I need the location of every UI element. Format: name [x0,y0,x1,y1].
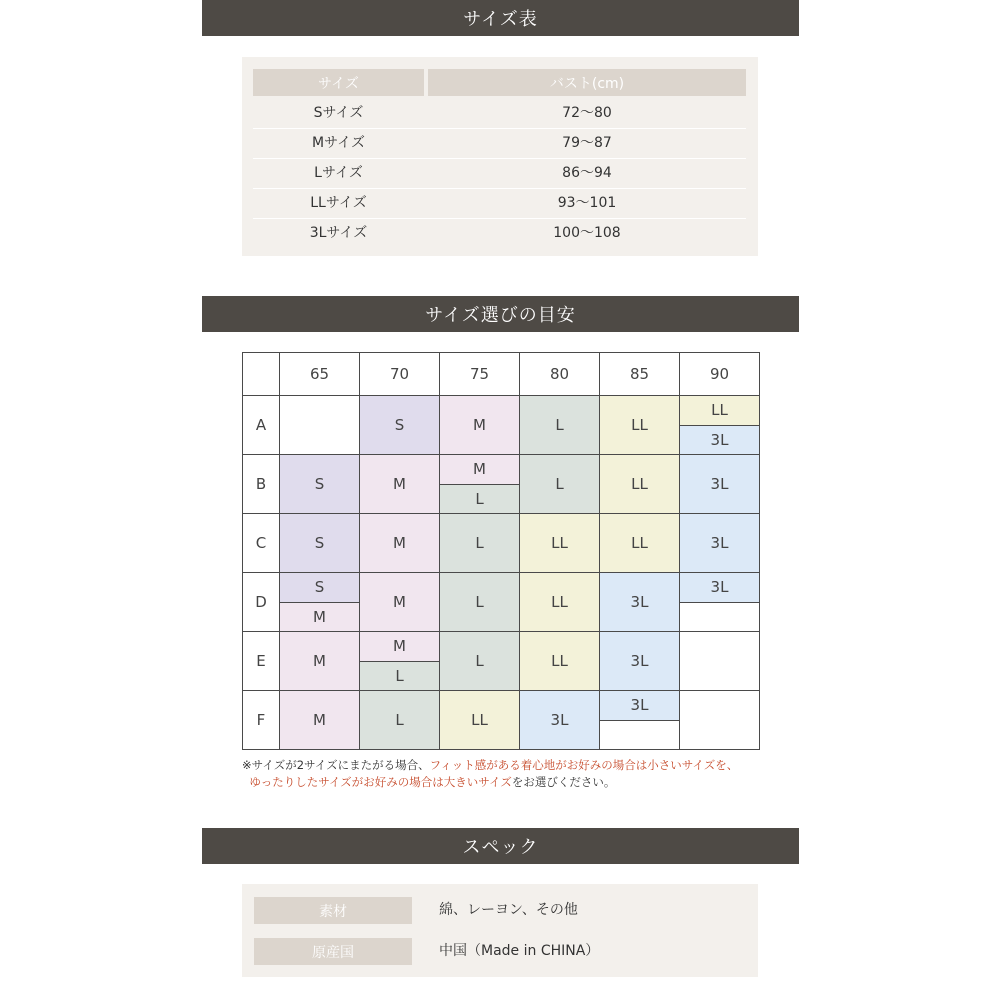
size-name: Mサイズ [312,135,365,151]
band-size-header: 70 [360,353,440,396]
size-guide-grid [242,352,760,750]
size-value: 3L [680,455,759,513]
size-cell [520,632,600,691]
size-cell [440,632,520,691]
cup-row [243,514,760,573]
size-cell [600,514,680,573]
cup-label: A [243,396,280,455]
grid-corner [243,353,280,396]
cup-row [243,632,760,691]
note-text: をお選びください。 [511,775,616,789]
size-value: 3L [600,632,679,690]
size-cell [600,691,680,750]
size-value: S [280,514,359,572]
table-row [253,128,746,159]
spec-value-origin: 中国（Made in CHINA） [439,943,600,959]
note-emphasis: ゆったりしたサイズがお好みの場合は大きいサイズ [249,775,512,789]
size-cell [680,514,760,573]
cup-label: F [243,691,280,750]
size-name: 3Lサイズ [309,225,368,241]
size-value: LL [680,396,759,426]
cup-label: E [243,632,280,691]
size-value: LL [600,455,679,513]
size-cell [520,396,600,455]
size-cell [360,396,440,455]
size-value: LL [520,573,599,631]
size-cell [680,632,760,691]
note-text: ※サイズが2サイズにまたがる場合、 [242,758,430,772]
size-value: 3L [680,426,759,455]
cup-row [243,573,760,632]
spec-value-material: 綿、レーヨン、その他 [439,902,578,918]
size-cell [280,514,360,573]
size-cell [280,455,360,514]
size-value [680,603,759,632]
size-value: M [360,632,439,662]
size-cell [520,514,600,573]
size-cell [680,455,760,514]
size-value: LL [520,514,599,572]
size-value: M [440,396,519,454]
size-column-header: サイズ [253,69,424,96]
size-cell [360,691,440,750]
size-cell [360,573,440,632]
size-value: L [440,485,519,514]
size-value [680,691,759,749]
spec-table [242,884,758,977]
cup-row [243,691,760,750]
size-cell [360,514,440,573]
size-cell [520,573,600,632]
size-value: LL [600,396,679,454]
size-value: M [280,632,359,690]
size-value: LL [520,632,599,690]
bust-range: 93〜101 [557,195,617,211]
size-name: LLサイズ [310,195,367,211]
size-cell [440,455,520,514]
size-cell [280,573,360,632]
size-value: M [360,455,439,513]
size-value: L [440,632,519,690]
size-value: M [440,455,519,485]
size-value: L [440,573,519,631]
cup-row [243,455,760,514]
size-cell [280,691,360,750]
size-cell [520,455,600,514]
bust-range: 72〜80 [562,105,612,121]
size-cell [600,632,680,691]
size-value: M [280,691,359,749]
table-row [253,98,746,129]
size-cell [600,573,680,632]
band-size-header: 90 [680,353,760,396]
size-cell [680,396,760,455]
size-value: L [440,514,519,572]
bust-column-header: バスト(cm) [428,69,746,96]
bust-range: 86〜94 [562,165,612,181]
size-cell [600,396,680,455]
size-cell [600,455,680,514]
size-cell [440,691,520,750]
size-guide-title: サイズ選びの目安 [202,296,799,332]
size-value: LL [600,514,679,572]
size-cell [520,691,600,750]
band-size-header: 75 [440,353,520,396]
cup-label: B [243,455,280,514]
size-table-title: サイズ表 [202,0,799,36]
table-row [253,218,746,248]
size-guide-note [242,757,782,791]
size-cell [280,396,360,455]
cup-label: C [243,514,280,573]
size-value: 3L [680,514,759,572]
size-value: S [280,455,359,513]
bust-range: 79〜87 [562,135,612,151]
spec-label-material: 素材 [254,897,412,924]
size-value: L [360,662,439,691]
size-value [600,721,679,750]
size-name: Lサイズ [314,165,363,181]
size-value: M [280,603,359,632]
spec-title: スペック [202,828,799,864]
size-name: Sサイズ [313,105,364,121]
size-cell [440,396,520,455]
size-value: 3L [520,691,599,749]
size-value: M [360,514,439,572]
note-emphasis: フィット感がある着心地がお好みの場合は小さいサイズを、 [429,758,739,772]
band-size-header: 80 [520,353,600,396]
size-cell [680,691,760,750]
size-table [242,57,758,256]
band-size-header: 85 [600,353,680,396]
bust-range: 100〜108 [553,225,621,241]
size-value: L [520,396,599,454]
size-cell [280,632,360,691]
spec-label-origin: 原産国 [254,938,412,965]
size-value: L [360,691,439,749]
size-value [280,396,359,454]
size-value: S [360,396,439,454]
cup-row [243,396,760,455]
size-value: L [520,455,599,513]
band-size-header: 65 [280,353,360,396]
size-value: M [360,573,439,631]
size-value: LL [440,691,519,749]
size-cell [680,573,760,632]
size-cell [440,514,520,573]
size-value: 3L [600,573,679,631]
size-value [680,632,759,690]
table-row [253,188,746,219]
cup-label: D [243,573,280,632]
size-value: 3L [680,573,759,603]
table-row [253,158,746,189]
size-cell [440,573,520,632]
size-cell [360,455,440,514]
size-value: S [280,573,359,603]
size-value: 3L [600,691,679,721]
size-cell [360,632,440,691]
